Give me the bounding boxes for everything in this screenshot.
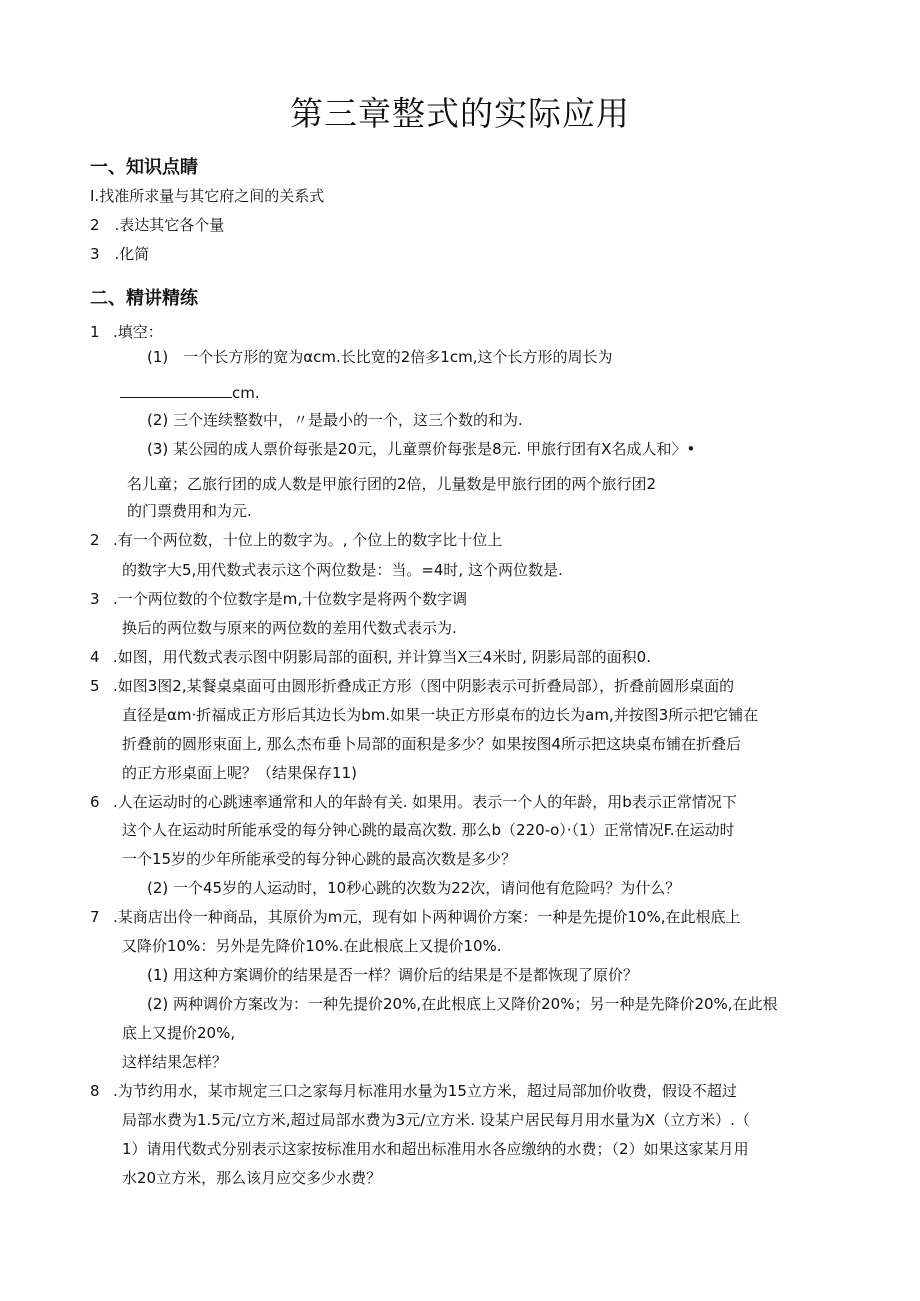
question-8-line-3: 1）请用代数式分别表示这家按标准用水和超出标准用水各应缴纳的水费；（2）如果这家某月用: [122, 1140, 749, 1158]
question-5-line-1: .如图3图2,某餐桌桌面可由圆形折叠成正方形（图中阴影表示可折叠局部），折叠前圆形桌面的: [113, 677, 735, 695]
question-1-part-1-answer-line: [120, 383, 260, 403]
question-5-line-2: 直径是αm·折福成正方形后其边长为bm.如果一块正方形桌布的边长为am,并按图3所示把它铺在: [122, 706, 759, 724]
question-5-line-3: 折叠前的圆形束面上, 那么杰布垂卜局部的面积是多少？如果按图4所示把这块桌布铺在折叠后: [122, 735, 742, 753]
question-1-stem: .填空：: [113, 323, 163, 341]
question-number-7: 7: [90, 908, 100, 926]
section-heading-knowledge: 一、知识点睛: [90, 157, 198, 178]
knowledge-item-3: 3 .化简: [90, 245, 150, 263]
question-number-3: 3: [90, 590, 100, 608]
section-heading-practice: 二、精讲精练: [90, 288, 198, 309]
question-1-part-3-line-2: 名儿童；乙旅行团的成人数是甲旅行团的2倍，儿量数是甲旅行团的两个旅行团2: [127, 475, 657, 493]
question-7-line-6: 这样结果怎样？: [122, 1053, 228, 1071]
question-1-part-3-line-3: 的门票费用和为元.: [127, 502, 252, 520]
question-number-6: 6: [90, 793, 100, 811]
question-6-line-3: 一个15岁的少年所能承受的每分钟心跳的最高次数是多少？: [122, 850, 517, 868]
question-number-1: 1: [90, 323, 100, 341]
question-5-line-4: 的正方形桌面上呢？（结果保存11): [122, 764, 357, 782]
question-1-part-1: (1) 一个长方形的宽为αcm.长比宽的2倍多1cm,这个长方形的周长为: [147, 348, 613, 366]
knowledge-item-2: 2 .表达其它各个量: [90, 216, 225, 234]
question-8-line-2: 局部水费为1.5元/立方米,超过局部水费为3元/立方米. 设某户居民每月用水量为X（立方米）.（: [122, 1111, 750, 1129]
page-title: 第三章整式的实际应用: [290, 94, 630, 133]
question-number-8: 8: [90, 1082, 100, 1100]
question-8-line-4: 水20立方米，那么该月应交多少水费？: [122, 1169, 382, 1187]
question-2-line-1: .有一个两位数，十位上的数字为。, 个位上的数字比十位上: [113, 531, 503, 549]
question-number-2: 2: [90, 531, 100, 549]
question-1-part-2: (2) 三个连续整数中，〃是最小的一个，这三个数的和为.: [147, 411, 523, 429]
question-2-line-2: 的数字大5,用代数式表示这个两位数是：当。=4时, 这个两位数是.: [122, 561, 563, 579]
question-1-part-3-line-1: (3) 某公园的成人票价每张是20元，儿童票价每张是8元. 甲旅行团有X名成人和〉•: [147, 440, 696, 458]
question-7-line-2: 又降价10%：另外是先降价10%.在此根底上又提价10%.: [122, 937, 502, 955]
question-1-part-1-unit: cm.: [232, 384, 260, 402]
question-7-line-5: 底上又提价20%,: [122, 1024, 236, 1042]
question-7-line-3: (1) 用这种方案调价的结果是否一样？调价后的结果是不是都恢现了原价？: [147, 966, 639, 984]
question-6-line-2: 这个人在运动时所能承受的每分钟心跳的最高次数. 那么b（220-o）·（1）正常情况F.在运动时: [122, 821, 735, 839]
knowledge-item-1: I.找准所求量与其它府之间的关系式: [90, 187, 325, 205]
question-number-4: 4: [90, 648, 100, 666]
question-8-line-1: .为节约用水，某市规定三口之家每月标准用水量为15立方米，超过局部加价收费，假设不超过: [113, 1082, 737, 1100]
question-number-5: 5: [90, 677, 100, 695]
question-3-line-2: 换后的两位数与原来的两位数的差用代数式表示为.: [122, 619, 457, 637]
question-7-line-1: .某商店出伶一种商品，其原价为m元，现有如卜两种调价方案：一种是先提价10%,在此根底上: [113, 908, 741, 926]
question-6-line-1: .人在运动时的心跳速率通常和人的年龄有关. 如果用。表示一个人的年龄，用b表示正常情况下: [113, 793, 737, 811]
question-3-line-1: .一个两位数的个位数字是m,十位数字是将两个数字调: [113, 590, 468, 608]
question-4-line-1: .如图，用代数式表示图中阴影局部的面积, 并计算当X三4米时, 阴影局部的面积0.: [113, 648, 651, 666]
question-6-line-4: (2) 一个45岁的人运动时，10秒心跳的次数为22次，请问他有危险吗？为什么？: [147, 879, 681, 897]
answer-blank: [120, 383, 232, 398]
question-7-line-4: (2) 两种调价方案改为：一种先提价20%,在此根底上又降价20%；另一种是先降价20%,在此根: [147, 995, 778, 1013]
